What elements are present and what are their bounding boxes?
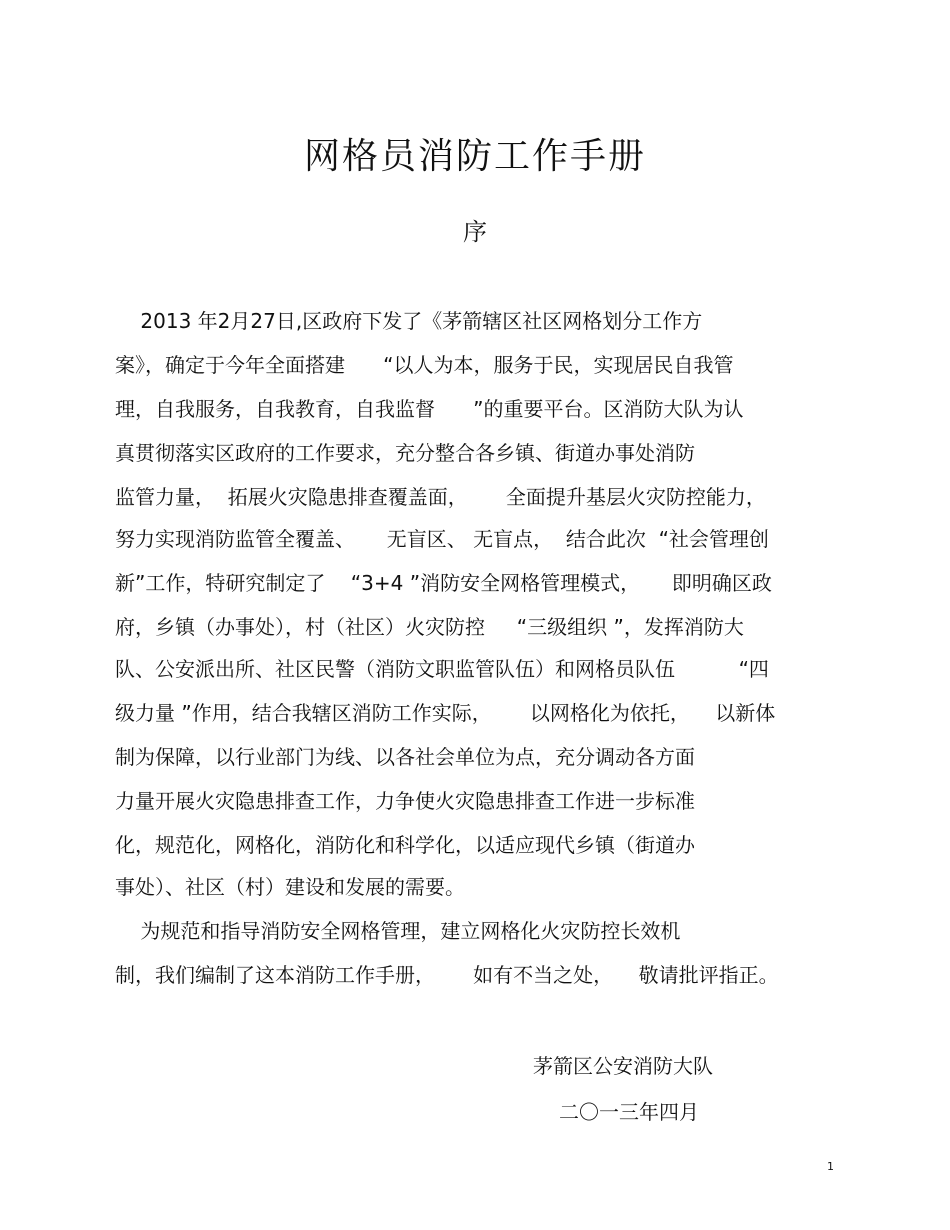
page-number: 1 — [827, 1160, 834, 1173]
body-line-5: 监管力量， 拓展火灾隐患排查覆盖面， 全面提升基层火灾防控能力， — [115, 485, 766, 509]
body-line-7: 新”工作，特研究制定了 “3+4 ”消防安全网格管理模式， 即明确区政 — [115, 571, 772, 595]
body-line-16: 制，我们编制了这本消防工作手册， 如有不当之处， 敬请批评指正。 — [115, 963, 779, 987]
body-line-13: 化，规范化，网格化，消防化和科学化，以适应现代乡镇（街道办 — [115, 833, 695, 857]
body-line-2: 案》，确定于今年全面搭建 “以人为本，服务于民，实现居民自我管 — [115, 353, 734, 377]
body-line-8: 府，乡镇（办事处），村（社区）火灾防控 “三级组织 ”，发挥消防大 — [115, 615, 744, 639]
signature-date: 二〇一三年四月 — [559, 1100, 699, 1124]
body-line-11: 制为保障，以行业部门为线、以各社会单位为点，充分调动各方面 — [115, 745, 695, 769]
page-title: 网格员消防工作手册 — [303, 136, 646, 177]
signature-organization: 茅箭区公安消防大队 — [533, 1054, 713, 1078]
body-line-6: 努力实现消防监管全覆盖、 无盲区、 无盲点， 结合此次 “社会管理创 — [115, 527, 769, 551]
body-line-10: 级力量 ”作用，结合我辖区消防工作实际， 以网格化为依托， 以新体 — [115, 701, 776, 725]
body-line-14: 事处）、社区（村）建设和发展的需要。 — [115, 875, 465, 899]
body-line-15: 为规范和指导消防安全网格管理，建立网格化火灾防控长效机 — [115, 919, 681, 943]
section-heading-preface: 序 — [463, 218, 487, 246]
body-line-9: 队、公安派出所、社区民警（消防文职监管队伍）和网格员队伍 “四 — [115, 657, 769, 681]
body-line-3: 理，自我服务，自我教育，自我监督 ”的重要平台。区消防大队为认 — [115, 397, 744, 421]
body-line-1: 2013 年2月27日,区政府下发了《茅箭辖区社区网格划分工作方 — [115, 309, 703, 333]
body-line-12: 力量开展火灾隐患排查工作，力争使火灾隐患排查工作进一步标准 — [115, 789, 695, 813]
body-line-4: 真贯彻落实区政府的工作要求，充分整合各乡镇、街道办事处消防 — [115, 441, 695, 465]
